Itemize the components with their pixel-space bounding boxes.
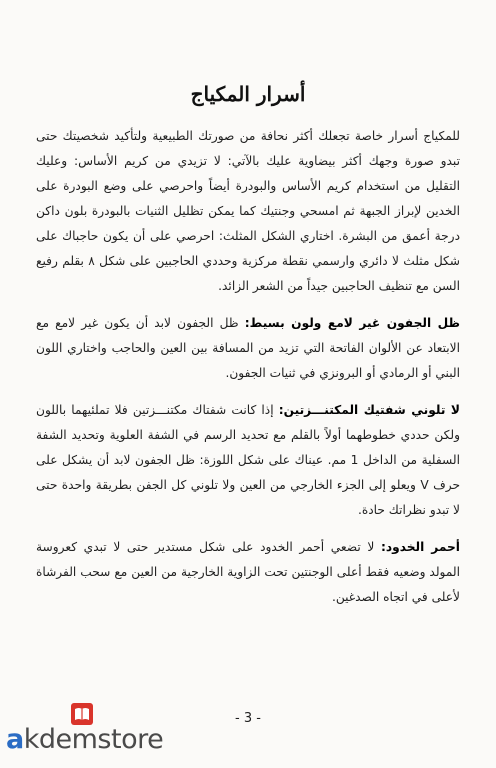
paragraph-text: ظل الجفون لابد أن يكون غير لامع مع الابتعاد عن الألوان الفاتحة التي تزيد من المسافة بين العين والحاجب واختاري اللون البني أو الرمادي أو البرونزي في ثنيات الجفون. xyxy=(36,316,460,380)
paragraph-text: إذا كانت شفتاك مكتنـــزتين فلا تملئيهما باللون ولكن حددي خطوطهما أولاً بالقلم مع تحديد الرسم في الشفة العلوية وتحديد الشفة السفلية من الداخل 1 مم. عيناك على شكل اللوزة: ظل الجفون لابد أن يشكل على حرف V ويعلو إلى الجزء الخارجي من العين ولا تلوني كل الجفن بطريقة واحدة حتى لا تبدو نظراتك حادة. xyxy=(36,403,460,517)
paragraph-heading: أحمر الخدود: xyxy=(380,540,460,554)
page-title: أسرار المكياج xyxy=(190,82,306,106)
watermark-brand-first: a xyxy=(6,724,24,755)
paragraph-heading: ظل الجفون غير لامع ولون بسيط: xyxy=(244,316,460,330)
paragraph-blush xyxy=(36,535,460,610)
paragraph-lips xyxy=(36,398,460,523)
paragraph-heading: لا تلوني شفتيك المكتنـــزتين: xyxy=(278,403,460,417)
book-icon xyxy=(70,702,94,726)
page-number: - 3 - xyxy=(235,711,261,726)
watermark-brand-rest: kdemstore xyxy=(23,724,164,755)
watermark-text xyxy=(6,724,163,755)
watermark-logo xyxy=(6,700,176,760)
page-content xyxy=(36,124,460,622)
paragraph-intro xyxy=(36,124,460,299)
paragraph-eyelids xyxy=(36,311,460,386)
paragraph-text: لا تضعي أحمر الخدود على شكل مستدير حتى لا تبدي كعروسة المولد وضعيه فقط أعلى الوجنتين تحت الزاوية الخارجية من العين مع سحب الفرشاة لأعلى في اتجاه الصدغين. xyxy=(36,540,460,604)
paragraph-text: للمكياج أسرار خاصة تجعلك أكثر نحافة من صورتك الطبيعية ولتأكيد شخصيتك حتى تبدو صورة وجهك أكثر بيضاوية عليك بالآتي: لا تزيدي من كريم الأساس: وعليك التقليل من استخدام كريم الأساس والبودرة أيضاً واحرصي على وضع البودرة على الخدين لإبراز الجبهة ثم امسحي وجنتيك كما يمكن تظليل الثنيات بالبودرة بلون داكن درجة أعمق من البشرة. اختاري الشكل المثلث: احرصي على أن يكون حاجباك على شكل مثلث لا دائري وارسمي نقطة مركزية وحددي الحاجبين على شكل ٨ بقلم رفيع السن مع تنظيف الحاجبين جيداً من الشعر الزائد. xyxy=(36,129,460,293)
